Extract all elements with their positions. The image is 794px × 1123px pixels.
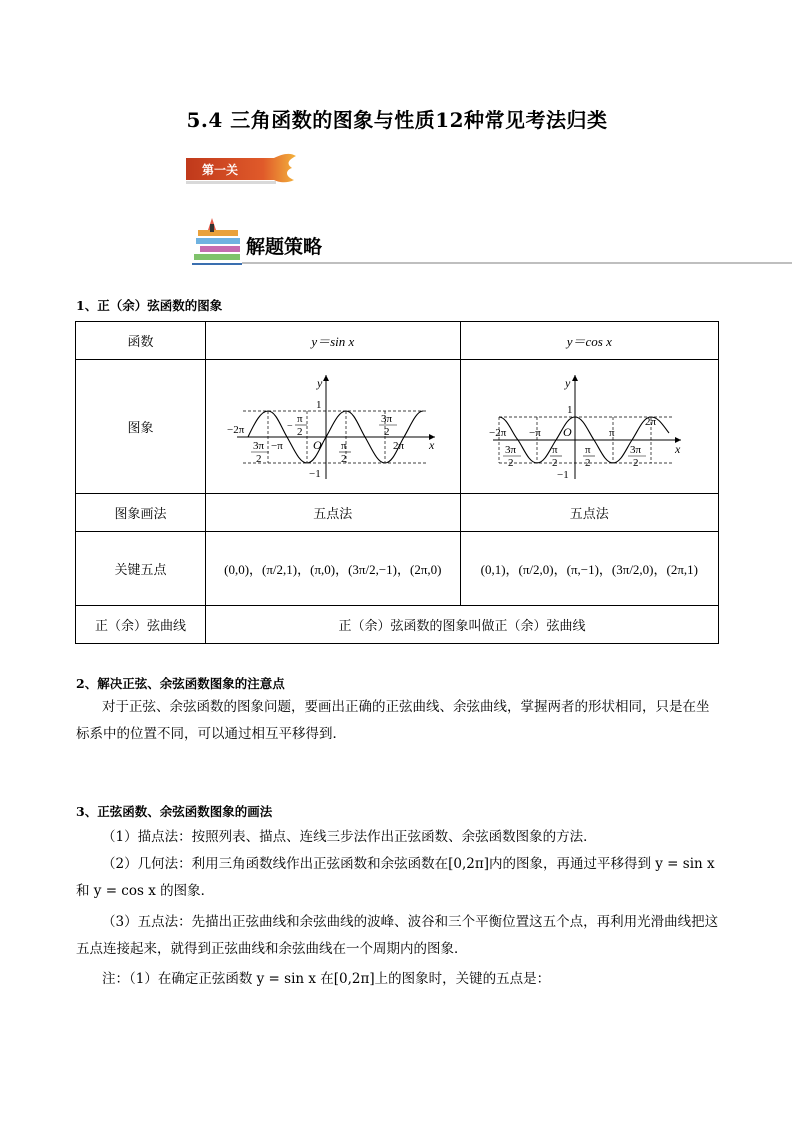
sin-n3pi2-den: 2 bbox=[255, 452, 262, 465]
cos-method-cell: 五点法 bbox=[460, 494, 718, 532]
sin-3pi2-num: 3π bbox=[380, 412, 392, 425]
sin-neg-pi-label: −π bbox=[270, 439, 283, 452]
row-label-curve: 正（余）弦曲线 bbox=[76, 606, 206, 644]
table-row bbox=[76, 322, 719, 360]
page-title: 5.4 三角函数的图象与性质12种常见考法归类 bbox=[186, 108, 608, 132]
row-label-points: 关键五点 bbox=[76, 532, 206, 606]
row-label-func: 函数 bbox=[76, 322, 206, 360]
cos-neg2pi-label: −2π bbox=[489, 426, 507, 439]
cos-pi2-den: 2 bbox=[585, 456, 591, 469]
cos-n3pi2-num: 3π bbox=[505, 443, 517, 456]
sin-2pi-label: 2π bbox=[392, 439, 404, 452]
section3-p3: （3）五点法：先描出正弦曲线和余弦曲线的波峰、波谷和三个平衡位置这五个点，再利用光滑曲线把这五点连接起来，就得到正弦曲线和余弦曲线在一个周期内的图象． bbox=[76, 914, 719, 957]
table-row bbox=[76, 360, 719, 494]
sin-n3pi2-num: 3π bbox=[252, 439, 264, 452]
cos-negpi-label: −π bbox=[529, 426, 542, 439]
curve-definition-cell: 正（余）弦函数的图象叫做正（余）弦曲线 bbox=[206, 606, 719, 644]
cos-3pi2-num: 3π bbox=[630, 443, 642, 456]
strategy-label: 解题策略 bbox=[246, 236, 323, 258]
sin-neg-one-label: −1 bbox=[308, 467, 321, 480]
table-row bbox=[76, 532, 719, 606]
cos-3pi2-den: 2 bbox=[633, 456, 639, 469]
cos-n3pi2-den: 2 bbox=[508, 456, 514, 469]
cos-2pi-label: 2π bbox=[645, 415, 657, 428]
sin-graph bbox=[223, 367, 443, 487]
sin-graph-cell bbox=[206, 360, 461, 494]
cos-pi2-num: π bbox=[585, 443, 591, 456]
row-label-graph: 图象 bbox=[76, 360, 206, 494]
cos-npi2-num: π bbox=[552, 443, 558, 456]
section2-body: 对于正弦、余弦函数的图象问题，要画出正确的正弦曲线、余弦曲线，掌握两者的形状相同，只是在坐标系中的位置不同，可以通过相互平移得到． bbox=[76, 699, 710, 742]
level-banner bbox=[182, 150, 302, 190]
row-label-method: 图象画法 bbox=[76, 494, 206, 532]
sin-3pi2-den: 2 bbox=[383, 425, 390, 438]
sin-origin-label: O bbox=[312, 437, 322, 452]
cos-graph bbox=[489, 367, 689, 487]
section3-note: 注：（1）在确定正弦函数 y = sin x 在[0,2π]上的图象时，关键的五点是： bbox=[102, 971, 551, 987]
cos-x-label: x bbox=[675, 441, 681, 456]
sin-cos-table bbox=[75, 321, 719, 644]
cos-npi2-den: 2 bbox=[552, 456, 558, 469]
sin-neg2pi-label: −2π bbox=[226, 423, 245, 436]
sin-npi2-num: π bbox=[296, 412, 303, 425]
cos-pi-label: π bbox=[609, 426, 615, 439]
section3-p2: （2）几何法：利用三角函数线作出正弦函数和余弦函数在[0,2π]内的图象，再通过平移得到 y = sin x 和 y = cos x 的图象． bbox=[76, 856, 715, 899]
cos-one-label: 1 bbox=[567, 403, 573, 416]
cos-points-cell: (0,1)，(π/2,0)，(π,−1)，(3π/2,0)，(2π,1) bbox=[460, 532, 718, 606]
table-row bbox=[76, 606, 719, 644]
cos-y-label: y bbox=[565, 375, 571, 390]
cos-graph-cell bbox=[460, 360, 718, 494]
cos-neg-one-label: −1 bbox=[557, 468, 570, 481]
sin-neg-sign: − bbox=[286, 420, 293, 432]
sin-func-cell: y＝sin x bbox=[206, 322, 461, 360]
section3-heading: 3、正弦函数、余弦函数图象的画法 bbox=[76, 804, 273, 819]
section1-heading: 1、正（余）弦函数的图象 bbox=[76, 298, 223, 313]
cos-origin-label: O bbox=[563, 424, 572, 439]
sin-one-label: 1 bbox=[315, 398, 322, 411]
strategy-header bbox=[192, 216, 792, 268]
banner-label: 第一关 bbox=[202, 163, 239, 177]
sin-points-cell: (0,0)，(π/2,1)，(π,0)，(3π/2,−1)，(2π,0) bbox=[206, 532, 461, 606]
section3-p1: （1）描点法：按照列表、描点、连线三步法作出正弦函数、余弦函数图象的方法． bbox=[102, 829, 597, 845]
sin-pi2-num: π bbox=[340, 439, 347, 452]
sin-y-label: y bbox=[316, 375, 323, 390]
sin-method-cell: 五点法 bbox=[206, 494, 461, 532]
sin-x-label: x bbox=[428, 437, 435, 452]
sin-npi2-den: 2 bbox=[296, 425, 303, 438]
sin-pi2-den: 2 bbox=[340, 452, 347, 465]
books-icon bbox=[194, 218, 240, 260]
section2-heading: 2、解决正弦、余弦函数图象的注意点 bbox=[76, 676, 285, 691]
cos-func-cell: y＝cos x bbox=[460, 322, 718, 360]
table-row bbox=[76, 494, 719, 532]
